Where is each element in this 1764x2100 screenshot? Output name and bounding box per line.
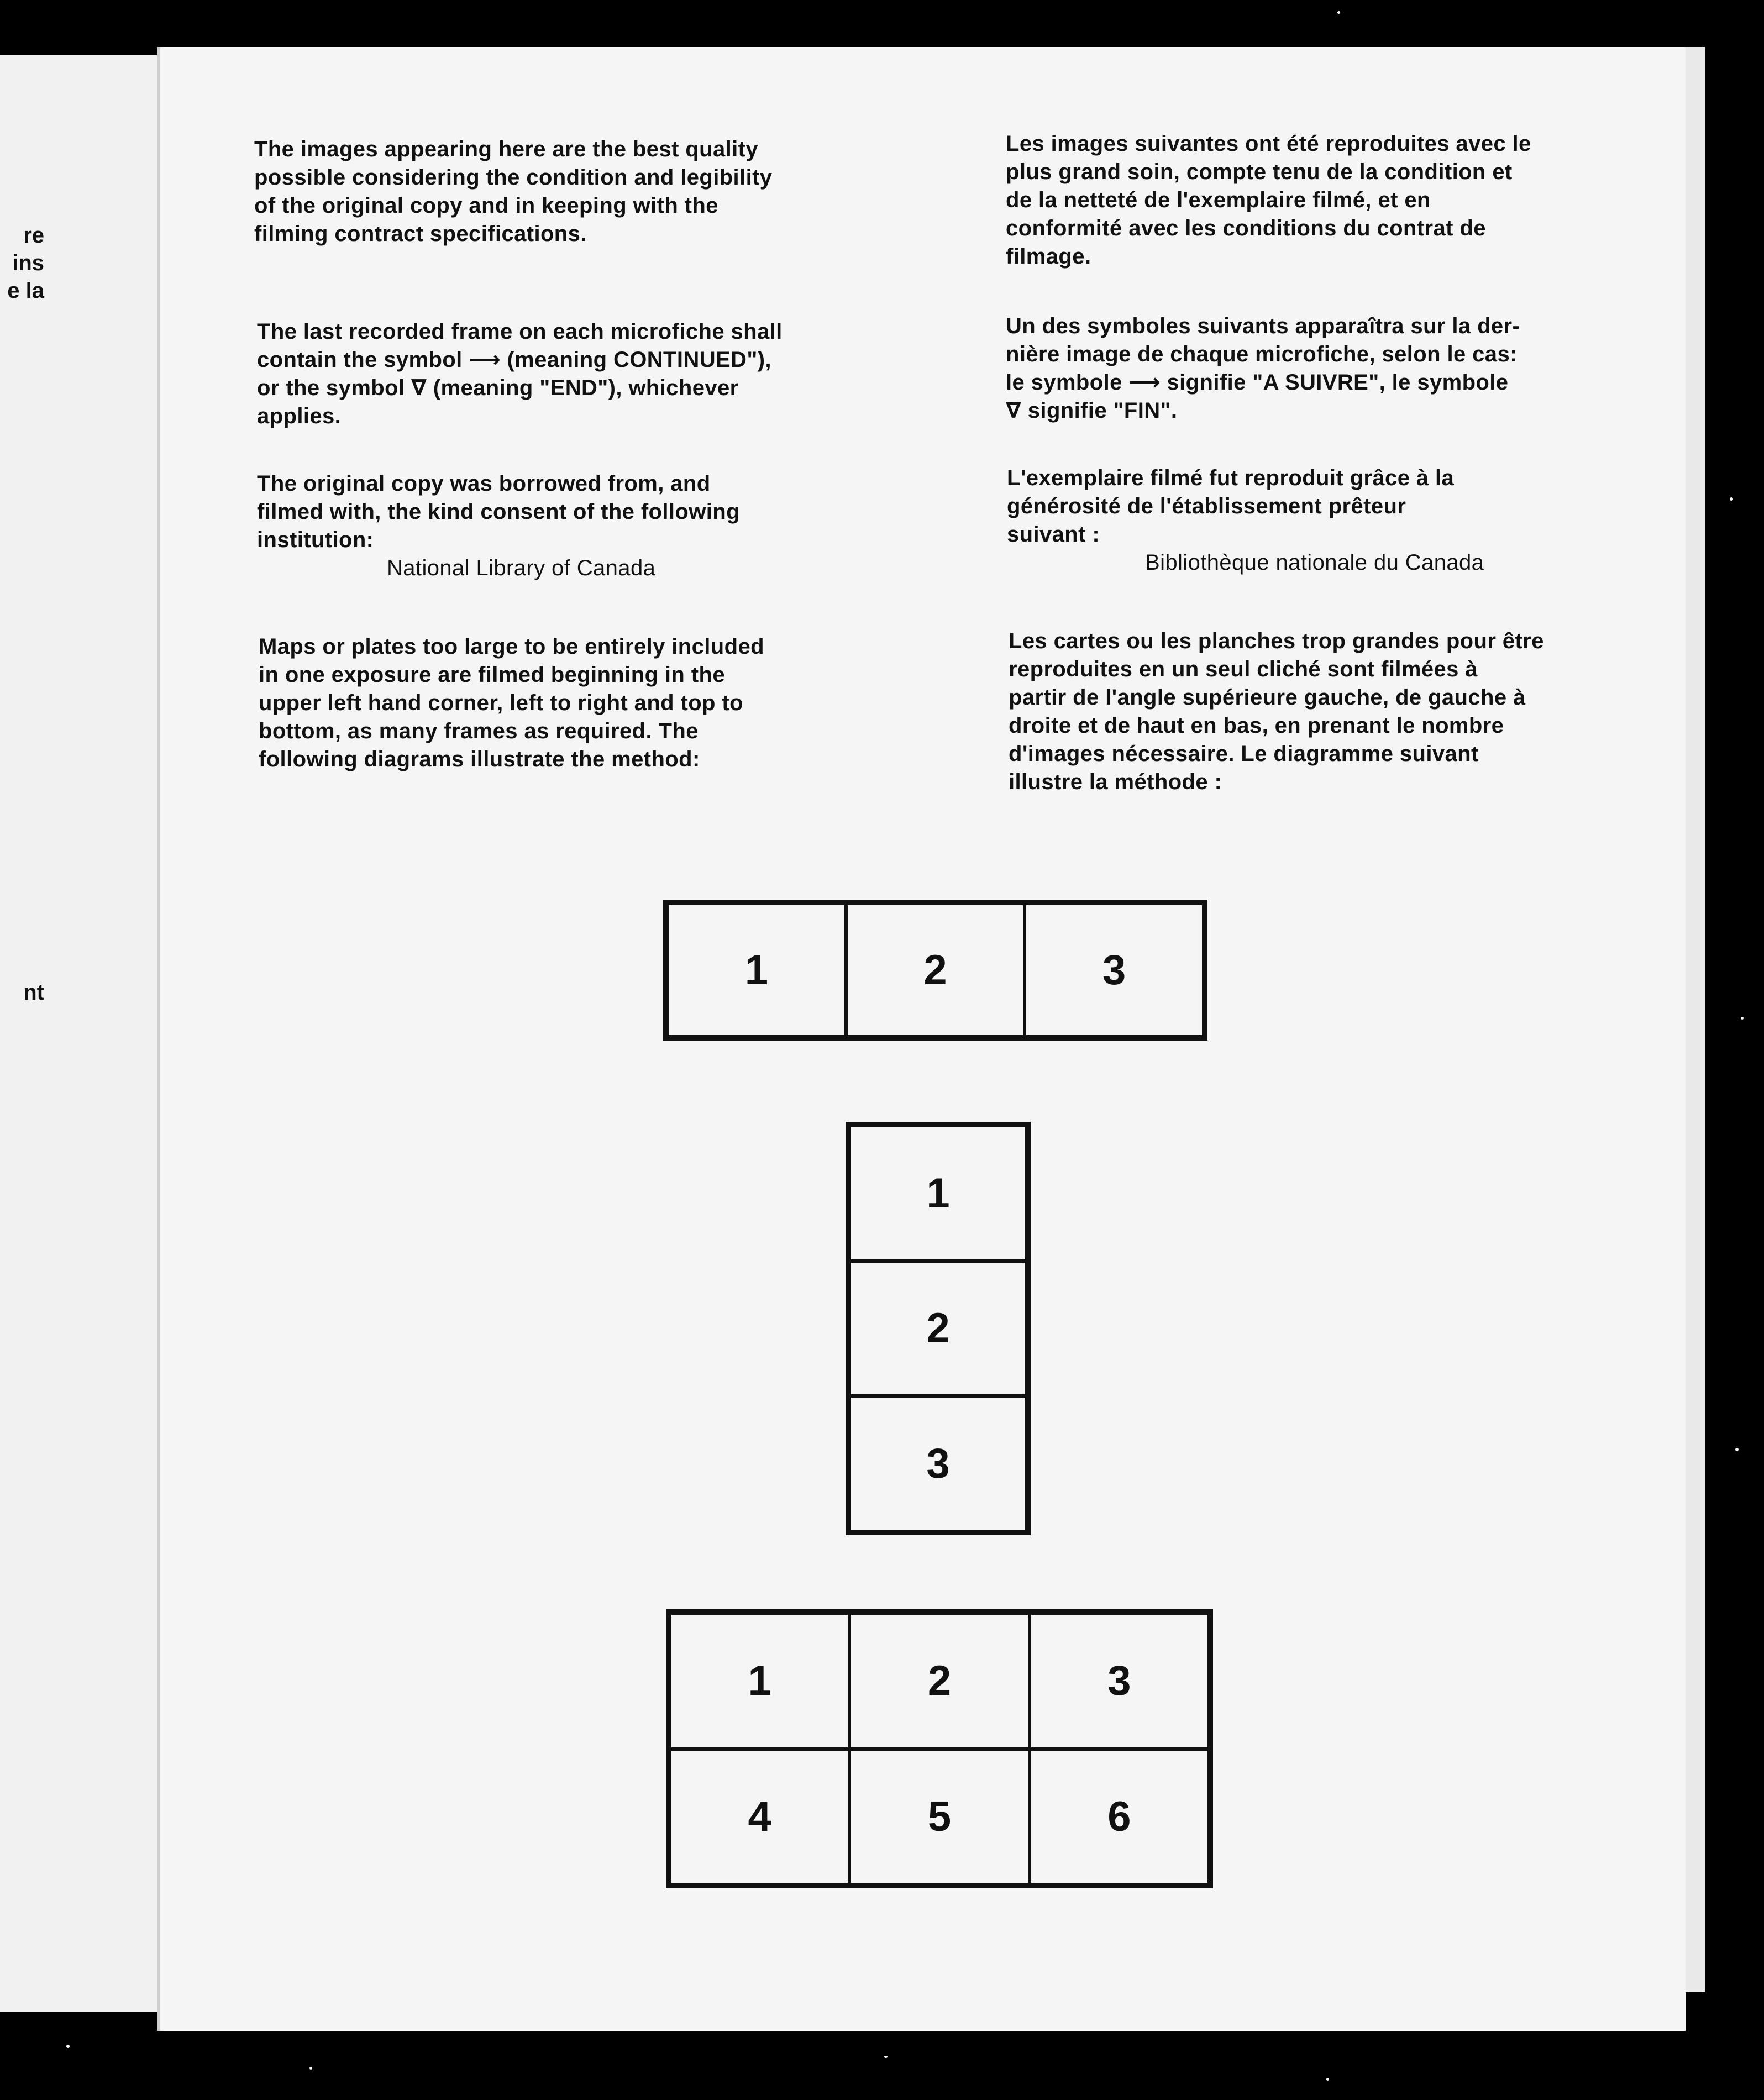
grid-frames-diagram: [666, 1609, 1213, 1888]
frame-cell: 1: [670, 1613, 849, 1749]
english-maps-paragraph: Maps or plates too large to be entirely included in one exposure are filmed beginning in the upper left hand corner, left to right and top to bottom, as many frames as required. The following diagrams illustrate the method:: [259, 634, 764, 771]
dust-speck: [1337, 11, 1340, 14]
frame-cell: 1: [849, 1126, 1027, 1261]
english-symbol-paragraph: The last recorded frame on each microfiche shall contain the symbol ⟶ (meaning CONTINUED"), or the symbol ∇ (meaning "END"), whichever applies.: [257, 319, 783, 428]
english-quality-paragraph: The images appearing here are the best quality possible considering the condition and legibility of the original copy and in keeping with the filming contract specifications.: [254, 137, 773, 246]
frame-cell: 5: [849, 1749, 1029, 1885]
left-fragment: e la: [7, 279, 44, 303]
frame-cell: 3: [849, 1396, 1027, 1531]
page-edge-strip: [1686, 47, 1705, 1992]
french-quality-paragraph: Les images suivantes ont été reproduites avec le plus grand soin, compte tenu de la condition et de la netteté de l'exemplaire filmé, et en conformité avec les conditions du contrat de filmage.: [1006, 132, 1531, 269]
dust-speck: [1326, 2078, 1329, 2081]
dust-speck: [884, 2056, 888, 2058]
frame-cell: 2: [849, 1613, 1029, 1749]
left-fragment: nt: [23, 980, 44, 1005]
vertical-frames-diagram: [846, 1122, 1031, 1535]
horizontal-frames-diagram: [663, 900, 1208, 1041]
frame-cell: 3: [1025, 904, 1204, 1037]
left-fragment: ins: [12, 251, 44, 275]
dust-speck: [309, 2067, 312, 2070]
left-fragment: re: [23, 223, 44, 248]
dust-speck: [1741, 1017, 1744, 1020]
frame-cell: 4: [670, 1749, 849, 1885]
english-source-paragraph: The original copy was borrowed from, and filmed with, the kind consent of the following institution: National Library of Canada: [257, 470, 740, 582]
frame-cell: 2: [846, 904, 1025, 1037]
previous-page-edge: [0, 55, 182, 2012]
french-institution: Bibliothèque nationale du Canada: [1145, 550, 1484, 575]
dust-speck: [1730, 497, 1733, 501]
dust-speck: [66, 2045, 70, 2048]
dust-speck: [1735, 1448, 1739, 1451]
frame-cell: 1: [667, 904, 846, 1037]
french-source-paragraph: L'exemplaire filmé fut reproduit grâce à la générosité de l'établissement prêteur suivant : Bibliothèque nationale du Canada: [1007, 464, 1484, 577]
frame-cell: 6: [1030, 1749, 1209, 1885]
frame-cell: 3: [1030, 1613, 1209, 1749]
frame-cell: 2: [849, 1261, 1027, 1397]
french-symbol-paragraph: Un des symboles suivants apparaîtra sur la der- nière image de chaque microfiche, selon le cas: le symbole ⟶ signifie "A SUIVRE", le symbole ∇ signifie "FIN".: [1006, 314, 1520, 423]
english-institution: National Library of Canada: [387, 556, 656, 580]
french-maps-paragraph: Les cartes ou les planches trop grandes pour être reproduites en un seul cliché sont filmées à partir de l'angle supérieure gauche, de gauche à droite et de haut en bas, en prenant le nombre d'images nécessaire. Le diagramme suivant illustre la méthode :: [1009, 629, 1544, 794]
